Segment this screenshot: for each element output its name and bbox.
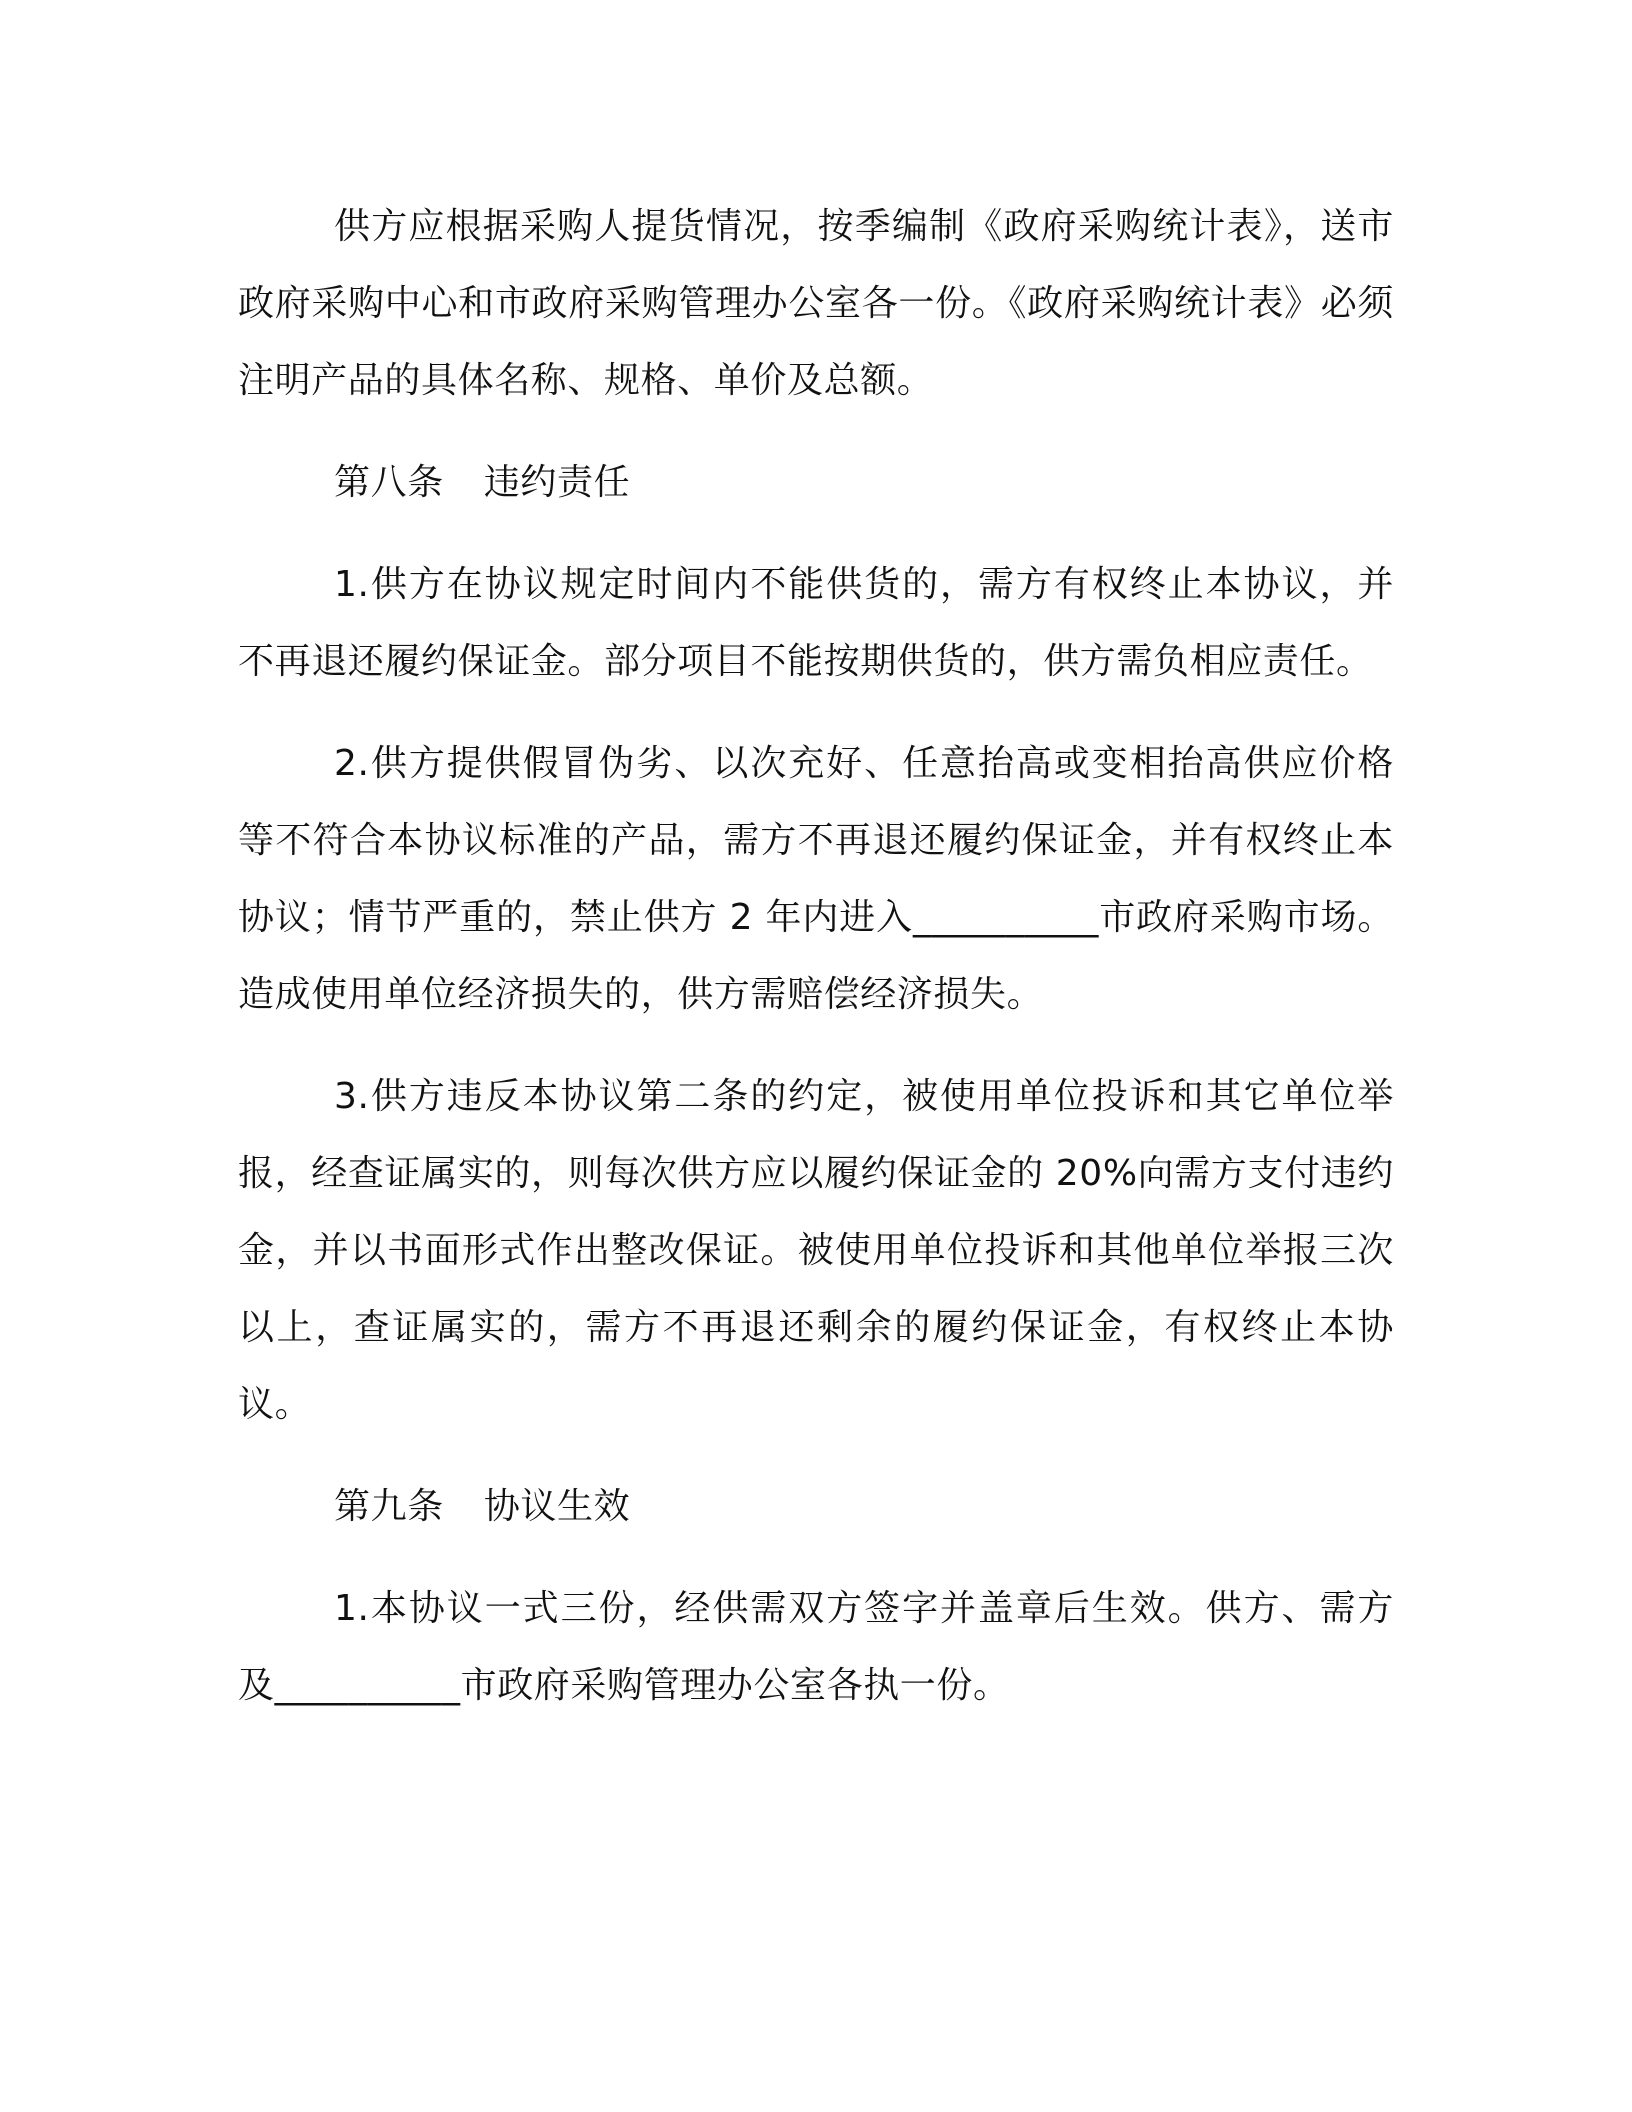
article-heading-8 bbox=[238, 444, 1394, 521]
article-title: 协议生效 bbox=[483, 1486, 631, 1527]
clause-8-3: 3.供方违反本协议第二条的约定，被使用单位投诉和其它单位举报，经查证属实的，则每次供方应以履约保证金的 20%向需方支付违约金，并以书面形式作出整改保证。被使用单位投诉和其他单位举报三次以上，查证属实的，需方不再退还剩余的履约保证金，有权终止本协议。 bbox=[238, 1076, 1394, 1425]
paragraph-statistics-report: 供方应根据采购人提货情况，按季编制《政府采购统计表》，送市政府采购中心和市政府采购管理办公室各一份。《政府采购统计表》必须注明产品的具体名称、规格、单价及总额。 bbox=[238, 206, 1394, 401]
clause-9-1: 1.本协议一式三份，经供需双方签字并盖章后生效。供方、需方及__________市政府采购管理办公室各执一份。 bbox=[238, 1588, 1394, 1706]
article-number: 第八条 bbox=[334, 462, 444, 503]
article-title: 违约责任 bbox=[483, 462, 631, 503]
document-body bbox=[238, 188, 1394, 1749]
article-heading-9 bbox=[238, 1468, 1394, 1545]
article-number: 第九条 bbox=[334, 1486, 444, 1527]
clause-8-2: 2.供方提供假冒伪劣、以次充好、任意抬高或变相抬高供应价格等不符合本协议标准的产品，需方不再退还履约保证金，并有权终止本协议；情节严重的，禁止供方 2 年内进入__________市政府采购市场。造成使用单位经济损失的，供方需赔偿经济损失。 bbox=[238, 743, 1394, 1015]
clause-8-1: 1.供方在协议规定时间内不能供货的，需方有权终止本协议，并不再退还履约保证金。部分项目不能按期供货的，供方需负相应责任。 bbox=[238, 564, 1394, 682]
